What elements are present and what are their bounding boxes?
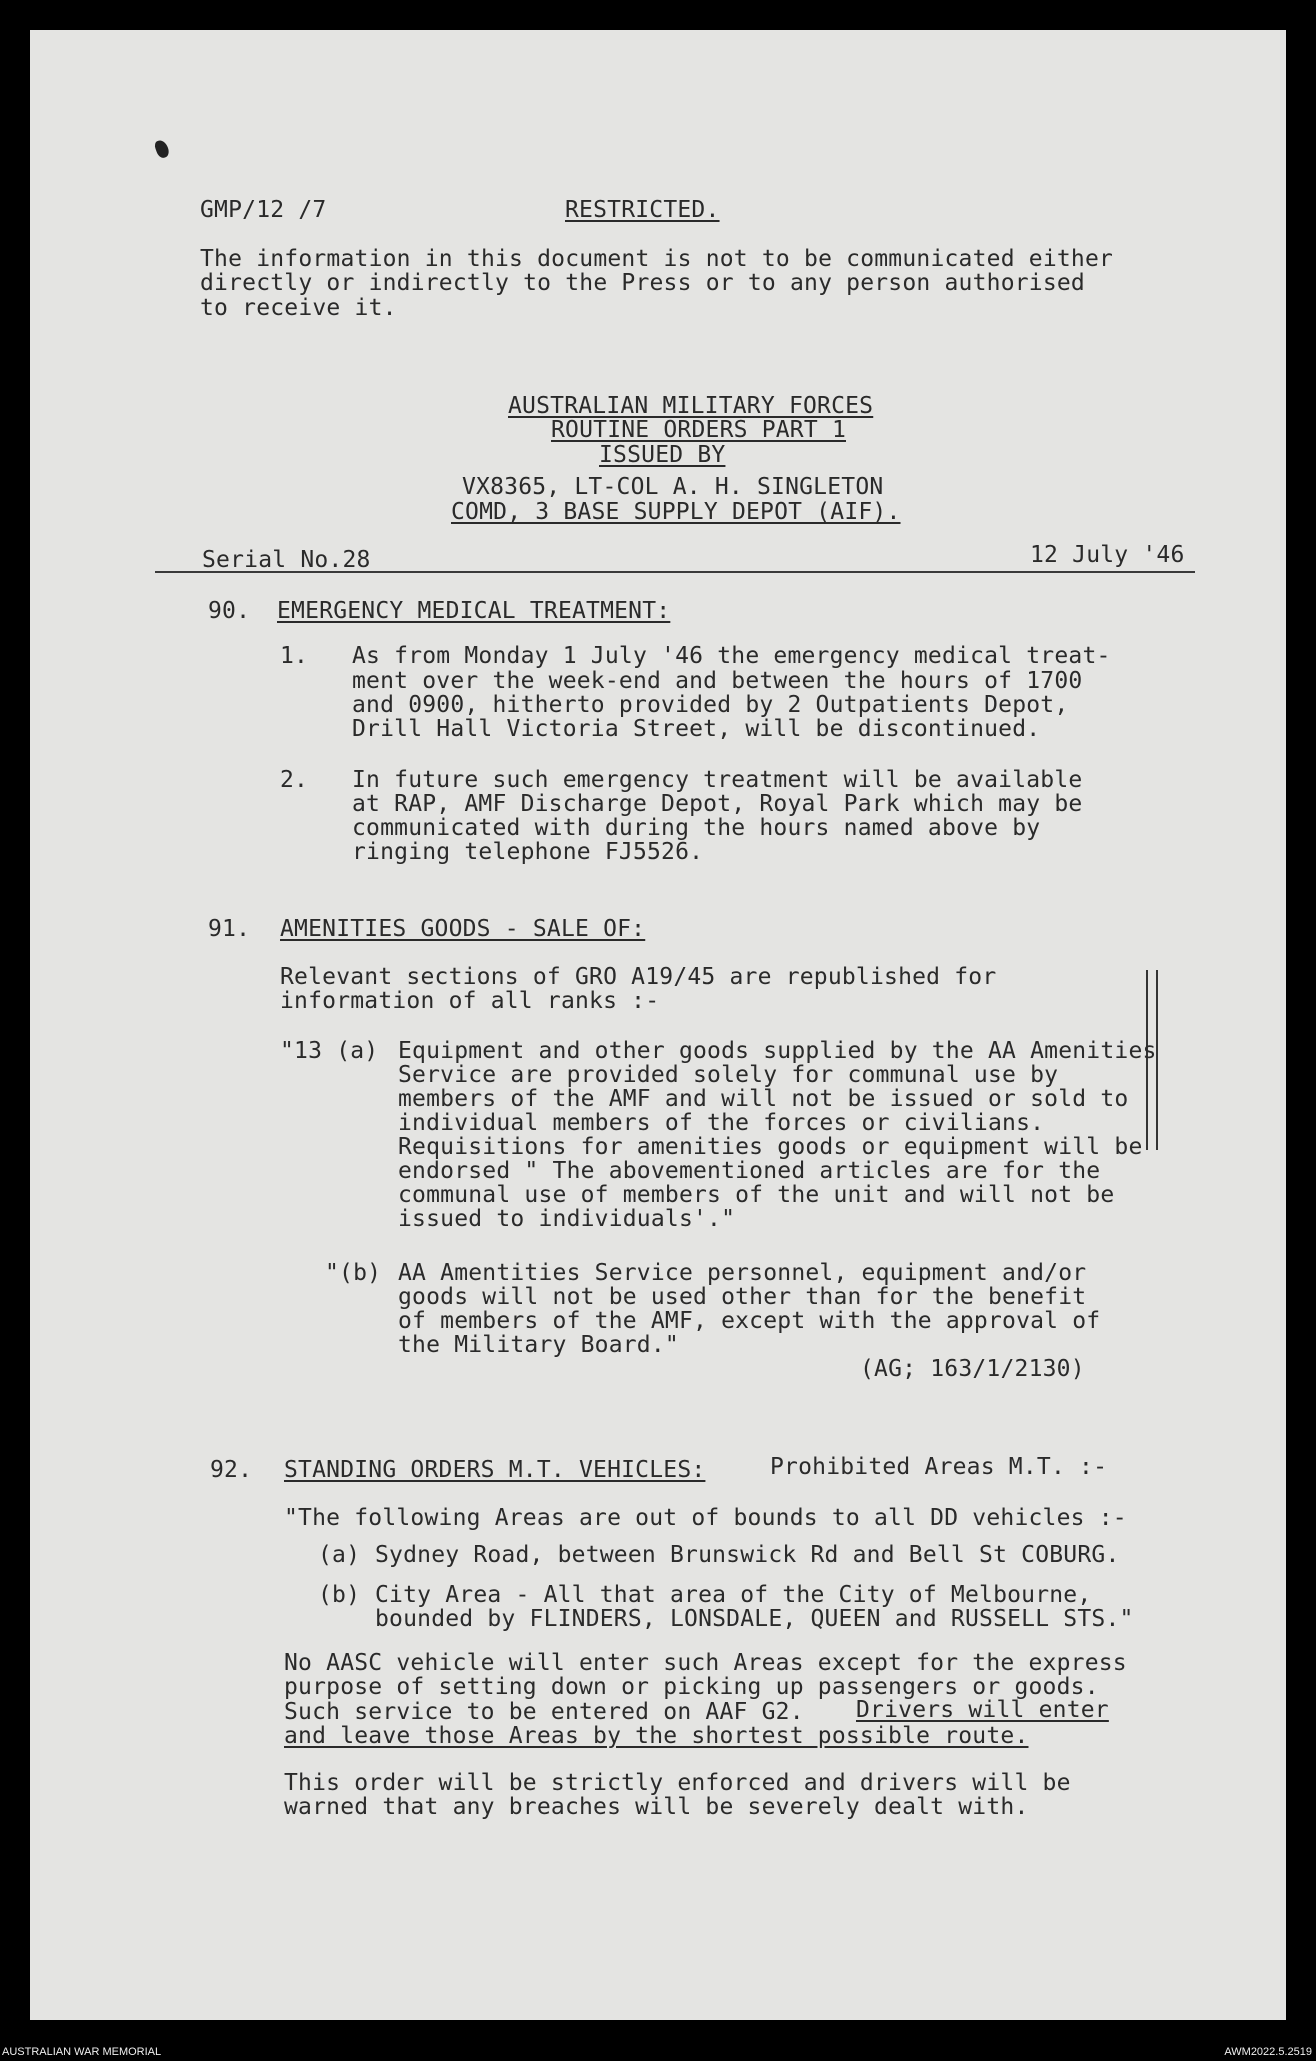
section-91-a-line-4: individual members of the forces or civilians. (398, 1110, 1045, 1136)
section-91-a-line-7: communal use of members of the unit and will not be (398, 1182, 1115, 1208)
section-91-a-line-1: Equipment and other goods supplied by the AA Amenities (398, 1038, 1157, 1064)
section-90-item-2-line-4: ringing telephone FJ5526. (352, 839, 704, 865)
title-line-3: ISSUED BY (599, 442, 726, 468)
section-90-title: EMERGENCY MEDICAL TREATMENT: (277, 598, 671, 624)
notice-line-1: The information in this document is not to be communicated either (200, 246, 1114, 272)
title-line-2: ROUTINE ORDERS PART 1 (551, 417, 846, 443)
serial-rule (155, 571, 1195, 573)
section-91-b-label: "(b) (325, 1260, 382, 1286)
section-92-emphasis-2: and leave those Areas by the shortest possible route. (284, 1723, 1029, 1749)
section-92-number: 92. (210, 1457, 253, 1483)
section-92-para-2-line-1: This order will be strictly enforced and drivers will be (284, 1770, 1071, 1796)
section-92-title: STANDING ORDERS M.T. VEHICLES: (284, 1457, 706, 1483)
footer-catalogue-number: AWM2022.5.2519 (1224, 2046, 1312, 2058)
section-91-a-line-2: Service are provided solely for communal use by (398, 1062, 1059, 1088)
notice-line-3: to receive it. (200, 295, 397, 321)
section-92-para-2-line-2: warned that any breaches will be severely dealt with. (284, 1794, 1029, 1820)
section-92-intro: "The following Areas are out of bounds to all DD vehicles :- (284, 1505, 1127, 1531)
title-line-4: VX8365, LT-COL A. H. SINGLETON (462, 474, 884, 500)
section-92-subtitle: Prohibited Areas M.T. :- (770, 1454, 1108, 1480)
section-91-a-line-8: issued to individuals'." (398, 1206, 736, 1232)
section-91-intro-line-1: Relevant sections of GRO A19/45 are republished for (280, 964, 997, 990)
section-92-para-1-line-2: purpose of setting down or picking up passengers or goods. (284, 1674, 1099, 1700)
section-90-item-1-number: 1. (280, 643, 309, 669)
section-91-b-line-4: the Military Board." (398, 1332, 679, 1358)
section-92-b-line-1: City Area - All that area of the City of Melbourne, (375, 1582, 1092, 1608)
section-91-a-label: "13 (a) (280, 1038, 379, 1064)
section-91-title: AMENITIES GOODS - SALE OF: (280, 916, 646, 942)
footer-institution: AUSTRALIAN WAR MEMORIAL (2, 2046, 162, 2058)
section-90-item-2-number: 2. (280, 767, 309, 793)
section-90-item-1-line-2: ment over the week-end and between the hours of 1700 (352, 668, 1083, 694)
section-91-a-line-5: Requisitions for amenities goods or equipment will be (398, 1134, 1143, 1160)
section-92-b-line-2: bounded by FLINDERS, LONSDALE, QUEEN and RUSSELL STS." (375, 1606, 1134, 1632)
section-91-b-line-3: of members of the AMF, except with the approval of (398, 1308, 1101, 1334)
title-line-5: COMD, 3 BASE SUPPLY DEPOT (AIF). (451, 499, 901, 525)
section-91-b-line-2: goods will not be used other than for the benefit (398, 1284, 1087, 1310)
order-date: 12 July '46 (1030, 542, 1185, 568)
reference-number: GMP/12 /7 (200, 197, 327, 223)
section-90-item-2-line-2: at RAP, AMF Discharge Depot, Royal Park which may be (352, 791, 1083, 817)
section-91-number: 91. (208, 916, 251, 942)
section-92-a-label: (a) (318, 1542, 361, 1568)
section-90-item-2-line-3: communicated with during the hours named above by (352, 815, 1041, 841)
section-92-para-1-line-1: No AASC vehicle will enter such Areas except for the express (284, 1650, 1127, 1676)
serial-number: Serial No.28 (202, 547, 371, 573)
section-91-intro-line-2: information of all ranks :- (280, 988, 660, 1014)
section-92-emphasis-1: Drivers will enter (856, 1697, 1109, 1723)
section-90-item-1-line-3: and 0900, hitherto provided by 2 Outpatients Depot, (352, 692, 1069, 718)
section-91-reference: (AG; 163/1/2130) (860, 1356, 1085, 1382)
section-91-a-line-3: members of the AMF and will not be issued or sold to (398, 1086, 1129, 1112)
section-90-item-1-line-4: Drill Hall Victoria Street, will be discontinued. (352, 716, 1041, 742)
title-line-1: AUSTRALIAN MILITARY FORCES (508, 393, 874, 419)
classification-heading: RESTRICTED. (565, 197, 720, 223)
section-92-para-1-line-3: Such service to be entered on AAF G2. (284, 1699, 804, 1725)
section-90-number: 90. (208, 598, 251, 624)
section-90-item-1-line-1: As from Monday 1 July '46 the emergency medical treat- (352, 643, 1111, 669)
section-92-a-text: Sydney Road, between Brunswick Rd and Bell St COBURG. (375, 1542, 1120, 1568)
section-91-b-line-1: AA Amentities Service personnel, equipment and/or (398, 1260, 1087, 1286)
section-90-item-2-line-1: In future such emergency treatment will be available (352, 767, 1083, 793)
notice-line-2: directly or indirectly to the Press or to any person authorised (200, 270, 1085, 296)
section-92-b-label: (b) (318, 1582, 361, 1608)
section-91-a-line-6: endorsed " The abovementioned articles are for the (398, 1158, 1101, 1184)
